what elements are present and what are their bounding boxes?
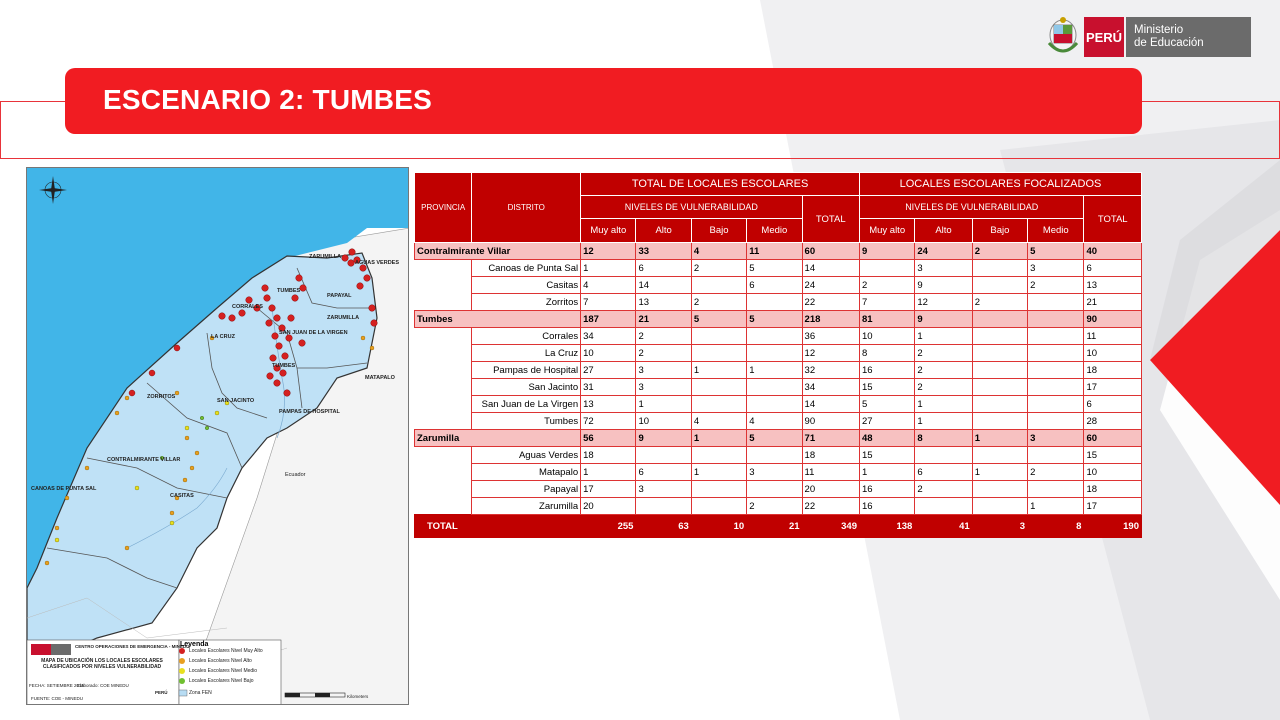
tumbes-map (26, 167, 409, 705)
value-cell: 8 (1028, 515, 1084, 538)
value-cell: 16 (859, 498, 914, 515)
header-bajo-1: Bajo (691, 219, 746, 243)
label-la-cruz: LA CRUZ (211, 334, 235, 340)
value-cell: 9 (859, 243, 914, 260)
value-cell: 24 (802, 277, 859, 294)
value-cell (972, 447, 1027, 464)
value-cell (915, 498, 972, 515)
value-cell: 11 (1084, 328, 1142, 345)
value-cell (691, 328, 746, 345)
district-name: Canoas de Punta Sal (472, 260, 581, 277)
value-cell: 10 (691, 515, 746, 538)
value-cell: 10 (859, 328, 914, 345)
value-cell: 8 (915, 430, 972, 447)
value-cell: 349 (802, 515, 859, 538)
table-row (415, 294, 1142, 311)
header-bajo-2: Bajo (972, 219, 1027, 243)
province-name: Contralmirante Villar (415, 243, 581, 260)
label-corrales: CORRALES (232, 304, 263, 310)
value-cell (1028, 396, 1084, 413)
value-cell: 12 (581, 243, 636, 260)
province-row (415, 430, 1142, 447)
label-zarumilla: ZARUMILLA (327, 315, 360, 321)
value-cell: 2 (859, 277, 914, 294)
value-cell (972, 498, 1027, 515)
table-row (415, 362, 1142, 379)
table-row (415, 260, 1142, 277)
value-cell (636, 498, 691, 515)
value-cell: 21 (636, 311, 691, 328)
value-cell (1028, 362, 1084, 379)
header-muy-alto-1: Muy alto (581, 219, 636, 243)
value-cell (972, 277, 1027, 294)
value-cell: 9 (915, 277, 972, 294)
value-cell: 27 (859, 413, 914, 430)
value-cell (691, 379, 746, 396)
province-cell (415, 328, 472, 345)
value-cell: 60 (1084, 430, 1142, 447)
header-medio-1: Medio (747, 219, 802, 243)
value-cell (691, 277, 746, 294)
value-cell: 5 (1028, 243, 1084, 260)
value-cell: 36 (802, 328, 859, 345)
district-name: Matapalo (472, 464, 581, 481)
value-cell (1028, 413, 1084, 430)
value-cell: 1 (915, 328, 972, 345)
table-row (415, 328, 1142, 345)
legend-item-bajo: Locales Escolares Nivel Bajo (189, 678, 254, 684)
header-total-2: TOTAL (1084, 196, 1142, 243)
value-cell: 34 (581, 328, 636, 345)
value-cell: 2 (972, 243, 1027, 260)
table-row (415, 379, 1142, 396)
value-cell: 81 (859, 311, 914, 328)
value-cell (1028, 345, 1084, 362)
value-cell: 1 (915, 396, 972, 413)
province-name: Zarumilla (415, 430, 581, 447)
value-cell (747, 481, 802, 498)
value-cell: 3 (1028, 260, 1084, 277)
label-aguas-verdes: AGUAS VERDES (355, 260, 400, 266)
ministry-line2: de Educación (1134, 37, 1204, 49)
value-cell (1028, 328, 1084, 345)
value-cell: 5 (747, 430, 802, 447)
label-matapalo: MATAPALO (365, 375, 395, 381)
value-cell (691, 481, 746, 498)
value-cell: 2 (915, 481, 972, 498)
value-cell (691, 498, 746, 515)
value-cell: 13 (1084, 277, 1142, 294)
value-cell (747, 447, 802, 464)
province-name: Tumbes (415, 311, 581, 328)
value-cell: 15 (859, 447, 914, 464)
header-alto-2: Alto (915, 219, 972, 243)
value-cell: 34 (802, 379, 859, 396)
value-cell (691, 396, 746, 413)
value-cell (1028, 294, 1084, 311)
value-cell: 6 (915, 464, 972, 481)
label-tumbes-top: TUMBES (277, 288, 301, 294)
value-cell: 1 (691, 464, 746, 481)
province-cell (415, 396, 472, 413)
page-title: ESCENARIO 2: TUMBES (103, 84, 432, 115)
value-cell: 218 (802, 311, 859, 328)
value-cell: 24 (915, 243, 972, 260)
value-cell (972, 379, 1027, 396)
province-cell (415, 277, 472, 294)
value-cell: 3 (636, 481, 691, 498)
value-cell (747, 328, 802, 345)
value-cell: 22 (802, 294, 859, 311)
table-row (415, 447, 1142, 464)
province-cell (415, 294, 472, 311)
value-cell: 4 (691, 413, 746, 430)
value-cell: 2 (636, 328, 691, 345)
province-cell (415, 447, 472, 464)
value-cell: 6 (1084, 260, 1142, 277)
value-cell: 90 (802, 413, 859, 430)
value-cell (747, 396, 802, 413)
value-cell: 1 (972, 430, 1027, 447)
value-cell (972, 396, 1027, 413)
district-name: La Cruz (472, 345, 581, 362)
value-cell: 17 (1084, 379, 1142, 396)
total-row (415, 515, 1142, 538)
header-locales-focalizados: LOCALES ESCOLARES FOCALIZADOS (859, 173, 1141, 196)
value-cell: 2 (915, 362, 972, 379)
value-cell: 22 (802, 498, 859, 515)
district-name: San Jacinto (472, 379, 581, 396)
value-cell (972, 345, 1027, 362)
value-cell: 3 (636, 362, 691, 379)
value-cell (1028, 379, 1084, 396)
legend-item-zona-fen: Zona FEN (189, 690, 212, 696)
value-cell: 10 (1084, 464, 1142, 481)
value-cell: 31 (581, 379, 636, 396)
value-cell: 40 (1084, 243, 1142, 260)
value-cell: 2 (972, 294, 1027, 311)
district-name: Corrales (472, 328, 581, 345)
value-cell: 1 (636, 396, 691, 413)
value-cell (747, 379, 802, 396)
value-cell: 14 (636, 277, 691, 294)
value-cell: 4 (747, 413, 802, 430)
district-name: Papayal (472, 481, 581, 498)
value-cell: 11 (747, 243, 802, 260)
value-cell: 2 (691, 294, 746, 311)
value-cell: 13 (636, 294, 691, 311)
district-name: Zorritos (472, 294, 581, 311)
value-cell: 9 (636, 430, 691, 447)
value-cell: 1 (747, 362, 802, 379)
value-cell: 14 (802, 396, 859, 413)
label-san-juan: SAN JUAN DE LA VIRGEN (279, 330, 348, 336)
value-cell (972, 260, 1027, 277)
province-cell (415, 345, 472, 362)
value-cell: 41 (915, 515, 972, 538)
label-papayal: PAPAYAL (327, 293, 352, 299)
value-cell: 2 (915, 379, 972, 396)
minedu-logo (1046, 15, 1251, 59)
province-cell (415, 464, 472, 481)
value-cell (972, 311, 1027, 328)
value-cell: 2 (1028, 464, 1084, 481)
value-cell: 1 (915, 413, 972, 430)
value-cell: 16 (859, 481, 914, 498)
value-cell (1028, 311, 1084, 328)
value-cell: 5 (859, 396, 914, 413)
footer-date: FECHA: SETIEMBRE 2015 (29, 683, 85, 688)
district-name: Tumbes (472, 413, 581, 430)
value-cell: 8 (859, 345, 914, 362)
value-cell: 6 (1084, 396, 1142, 413)
province-cell (415, 498, 472, 515)
peru-badge: PERÚ (1084, 17, 1124, 57)
label-san-jacinto: SAN JACINTO (217, 398, 255, 404)
label-ecuador: Ecuador (285, 472, 306, 478)
value-cell: 1 (859, 464, 914, 481)
value-cell (972, 328, 1027, 345)
value-cell: 18 (1084, 362, 1142, 379)
value-cell: 4 (691, 243, 746, 260)
value-cell: 71 (802, 430, 859, 447)
value-cell: 28 (1084, 413, 1142, 430)
value-cell: 1 (1028, 498, 1084, 515)
label-zorritos: ZORRITOS (147, 394, 176, 400)
value-cell: 18 (1084, 481, 1142, 498)
value-cell: 1 (972, 464, 1027, 481)
value-cell: 6 (747, 277, 802, 294)
value-cell: 32 (802, 362, 859, 379)
district-name: San Juan de La Virgen (472, 396, 581, 413)
table-row (415, 413, 1142, 430)
header-provincia: PROVINCIA (415, 173, 472, 243)
value-cell: 60 (802, 243, 859, 260)
district-name: Aguas Verdes (472, 447, 581, 464)
value-cell: 9 (915, 311, 972, 328)
value-cell: 2 (1028, 277, 1084, 294)
value-cell: 138 (859, 515, 914, 538)
footer-country: PERÚ (155, 690, 168, 695)
value-cell: 18 (802, 447, 859, 464)
footer-made-by: Elaborado: COE MINEDU (77, 683, 129, 688)
value-cell: 14 (802, 260, 859, 277)
header-total-1: TOTAL (802, 196, 859, 243)
value-cell: 3 (1028, 430, 1084, 447)
value-cell: 2 (636, 345, 691, 362)
value-cell: 1 (581, 464, 636, 481)
value-cell: 2 (915, 345, 972, 362)
value-cell (691, 345, 746, 362)
province-cell (415, 260, 472, 277)
value-cell: 12 (915, 294, 972, 311)
header-distrito: DISTRITO (472, 173, 581, 243)
value-cell: 10 (581, 345, 636, 362)
footer-source: FUENTE: COE - MINEDU (31, 696, 84, 701)
value-cell: 21 (1084, 294, 1142, 311)
label-casitas: CASITAS (170, 493, 194, 499)
value-cell: 1 (581, 260, 636, 277)
legend-item-muy-alto: Locales Escolares Nivel Muy Alto (189, 648, 263, 654)
district-name: Pampas de Hospital (472, 362, 581, 379)
value-cell: 10 (1084, 345, 1142, 362)
value-cell: 187 (581, 311, 636, 328)
value-cell: 255 (581, 515, 636, 538)
footer-org: CENTRO OPERACIONES DE EMERGENCIA - MINEDU (75, 644, 190, 649)
value-cell: 33 (636, 243, 691, 260)
value-cell: 90 (1084, 311, 1142, 328)
province-row (415, 243, 1142, 260)
header-niveles-focal: NIVELES DE VULNERABILIDAD (859, 196, 1083, 219)
province-cell (415, 413, 472, 430)
value-cell: 5 (747, 260, 802, 277)
value-cell: 13 (581, 396, 636, 413)
value-cell: 3 (915, 260, 972, 277)
scale-label: Kilometers (347, 694, 369, 699)
value-cell (972, 481, 1027, 498)
value-cell (1028, 447, 1084, 464)
table-body (415, 243, 1142, 538)
value-cell: 190 (1084, 515, 1142, 538)
value-cell (859, 260, 914, 277)
header-alto-1: Alto (636, 219, 691, 243)
value-cell: 4 (581, 277, 636, 294)
value-cell (747, 294, 802, 311)
table-row (415, 345, 1142, 362)
value-cell: 72 (581, 413, 636, 430)
value-cell (1028, 481, 1084, 498)
value-cell: 15 (859, 379, 914, 396)
value-cell: 5 (691, 311, 746, 328)
header-total-locales: TOTAL DE LOCALES ESCOLARES (581, 173, 860, 196)
value-cell: 56 (581, 430, 636, 447)
value-cell: 3 (747, 464, 802, 481)
value-cell: 63 (636, 515, 691, 538)
value-cell: 10 (636, 413, 691, 430)
ministry-name (1126, 17, 1251, 57)
district-name: Casitas (472, 277, 581, 294)
value-cell: 2 (691, 260, 746, 277)
schools-table-container (414, 172, 1142, 538)
value-cell: 1 (691, 430, 746, 447)
value-cell: 18 (581, 447, 636, 464)
value-cell: 21 (747, 515, 802, 538)
header-muy-alto-2: Muy alto (859, 219, 914, 243)
ministry-line1: Ministerio (1134, 24, 1184, 36)
header-niveles-total: NIVELES DE VULNERABILIDAD (581, 196, 802, 219)
district-name: Zarumilla (472, 498, 581, 515)
legend-title: Leyenda (180, 641, 209, 648)
label-pampas: PAMPAS DE HOSPITAL (279, 409, 340, 415)
value-cell: 6 (636, 464, 691, 481)
label-tumbes: TUMBES (272, 363, 296, 369)
table-row (415, 396, 1142, 413)
map-graphic (27, 168, 409, 705)
legend-item-alto: Locales Escolares Nivel Alto (189, 658, 252, 664)
footer-map-title: MAPA DE UBICACIÓN LOS LOCALES ESCOLARES CLASIFICADOS POR NIVELES VULNERABILIDAD (41, 658, 163, 670)
table-row (415, 498, 1142, 515)
value-cell: 16 (859, 362, 914, 379)
table-row (415, 277, 1142, 294)
value-cell: 7 (859, 294, 914, 311)
value-cell: 20 (581, 498, 636, 515)
value-cell (691, 447, 746, 464)
value-cell: 1 (691, 362, 746, 379)
label-contralmirante: CONTRALMIRANTE VILLAR (107, 457, 181, 463)
label-zarumilla-top: ZARUMILLA (309, 254, 342, 260)
title-bar (65, 68, 1142, 134)
label-canoas: CANOAS DE PUNTA SAL (31, 486, 97, 492)
value-cell: 17 (1084, 498, 1142, 515)
value-cell: 11 (802, 464, 859, 481)
value-cell (972, 362, 1027, 379)
value-cell: 48 (859, 430, 914, 447)
value-cell: 20 (802, 481, 859, 498)
value-cell: 27 (581, 362, 636, 379)
value-cell: 17 (581, 481, 636, 498)
schools-table (414, 172, 1142, 538)
province-cell (415, 481, 472, 498)
header-medio-2: Medio (1028, 219, 1084, 243)
value-cell (972, 413, 1027, 430)
value-cell: 5 (747, 311, 802, 328)
value-cell: 6 (636, 260, 691, 277)
table-row (415, 481, 1142, 498)
value-cell: 12 (802, 345, 859, 362)
table-row (415, 464, 1142, 481)
province-cell (415, 362, 472, 379)
peru-crest-icon (1046, 15, 1080, 59)
province-cell (415, 379, 472, 396)
legend-item-medio: Locales Escolares Nivel Medio (189, 668, 258, 674)
value-cell: 3 (636, 379, 691, 396)
province-row (415, 311, 1142, 328)
value-cell: 15 (1084, 447, 1142, 464)
value-cell (747, 345, 802, 362)
value-cell: 3 (972, 515, 1027, 538)
value-cell (636, 447, 691, 464)
value-cell: 7 (581, 294, 636, 311)
value-cell (915, 447, 972, 464)
value-cell: 2 (747, 498, 802, 515)
total-label: TOTAL (415, 515, 581, 538)
